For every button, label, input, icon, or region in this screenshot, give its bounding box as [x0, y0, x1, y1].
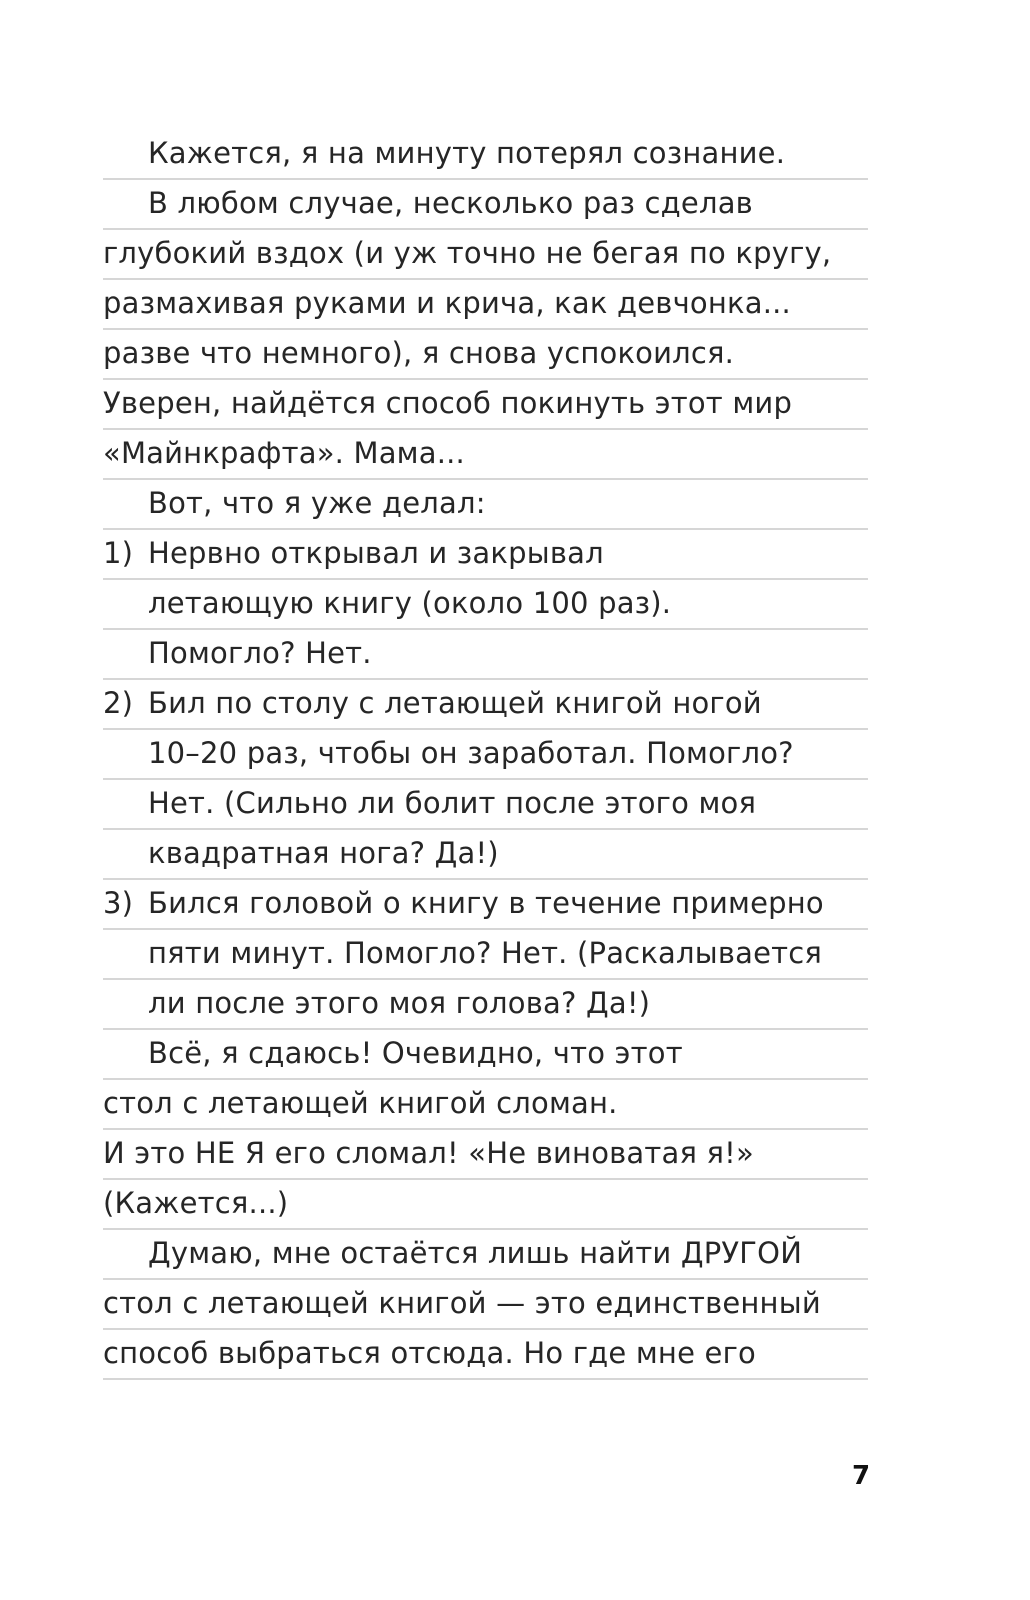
line-text: И это НЕ Я его сломал! «Не виноватая я!»	[103, 1136, 754, 1170]
line-text: Бился головой о книгу в течение примерно	[148, 886, 824, 920]
line-text: ли после этого моя голова? Да!)	[148, 986, 651, 1020]
text-line	[103, 380, 868, 430]
text-line	[103, 1080, 868, 1130]
line-text: размахивая руками и крича, как девчонка...	[103, 286, 791, 320]
line-text: стол с летающей книгой сломан.	[103, 1086, 618, 1120]
text-line	[103, 1130, 868, 1180]
text-line	[103, 780, 868, 830]
text-block	[103, 130, 868, 1380]
text-line	[103, 680, 868, 730]
text-line	[103, 930, 868, 980]
text-line	[103, 1180, 868, 1230]
text-line	[103, 1330, 868, 1380]
list-number: 3)	[103, 886, 134, 920]
line-text: Нет. (Сильно ли болит после этого моя	[148, 786, 757, 820]
list-number: 2)	[103, 686, 134, 720]
line-text: глубокий вздох (и уж точно не бегая по кругу,	[103, 236, 832, 270]
line-text: летающую книгу (около 100 раз).	[148, 586, 672, 620]
line-text: 10–20 раз, чтобы он заработал. Помогло?	[148, 736, 794, 770]
text-line	[103, 1230, 868, 1280]
page-number: 7	[852, 1461, 871, 1491]
line-text: пяти минут. Помогло? Нет. (Раскалывается	[148, 936, 823, 970]
list-number: 1)	[103, 536, 134, 570]
line-text: Кажется, я на минуту потерял сознание.	[148, 136, 786, 170]
line-text: Помогло? Нет.	[148, 636, 372, 670]
text-line	[103, 180, 868, 230]
line-text: (Кажется...)	[103, 1186, 289, 1220]
line-text: Думаю, мне остаётся лишь найти ДРУГОЙ	[148, 1236, 803, 1270]
text-line	[103, 630, 868, 680]
line-text: квадратная нога? Да!)	[148, 836, 499, 870]
line-text: Нервно открывал и закрывал	[148, 536, 604, 570]
text-line	[103, 530, 868, 580]
text-line	[103, 1280, 868, 1330]
text-line	[103, 880, 868, 930]
text-line	[103, 280, 868, 330]
text-line	[103, 230, 868, 280]
line-text: В любом случае, несколько раз сделав	[148, 186, 753, 220]
line-text: стол с летающей книгой — это единственный	[103, 1286, 821, 1320]
line-text: Бил по столу с летающей книгой ногой	[148, 686, 762, 720]
line-text: Всё, я сдаюсь! Очевидно, что этот	[148, 1036, 683, 1070]
text-line	[103, 430, 868, 480]
text-line	[103, 580, 868, 630]
text-line	[103, 130, 868, 180]
text-line	[103, 730, 868, 780]
text-line	[103, 480, 868, 530]
line-text: Вот, что я уже делал:	[148, 486, 486, 520]
line-text: способ выбраться отсюда. Но где мне его	[103, 1336, 756, 1370]
line-text: Уверен, найдётся способ покинуть этот мир	[103, 386, 793, 420]
text-line	[103, 1030, 868, 1080]
line-text: разве что немного), я снова успокоился.	[103, 336, 735, 370]
text-line	[103, 830, 868, 880]
text-line	[103, 330, 868, 380]
line-text: «Майнкрафта». Мама...	[103, 436, 465, 470]
text-line	[103, 980, 868, 1030]
